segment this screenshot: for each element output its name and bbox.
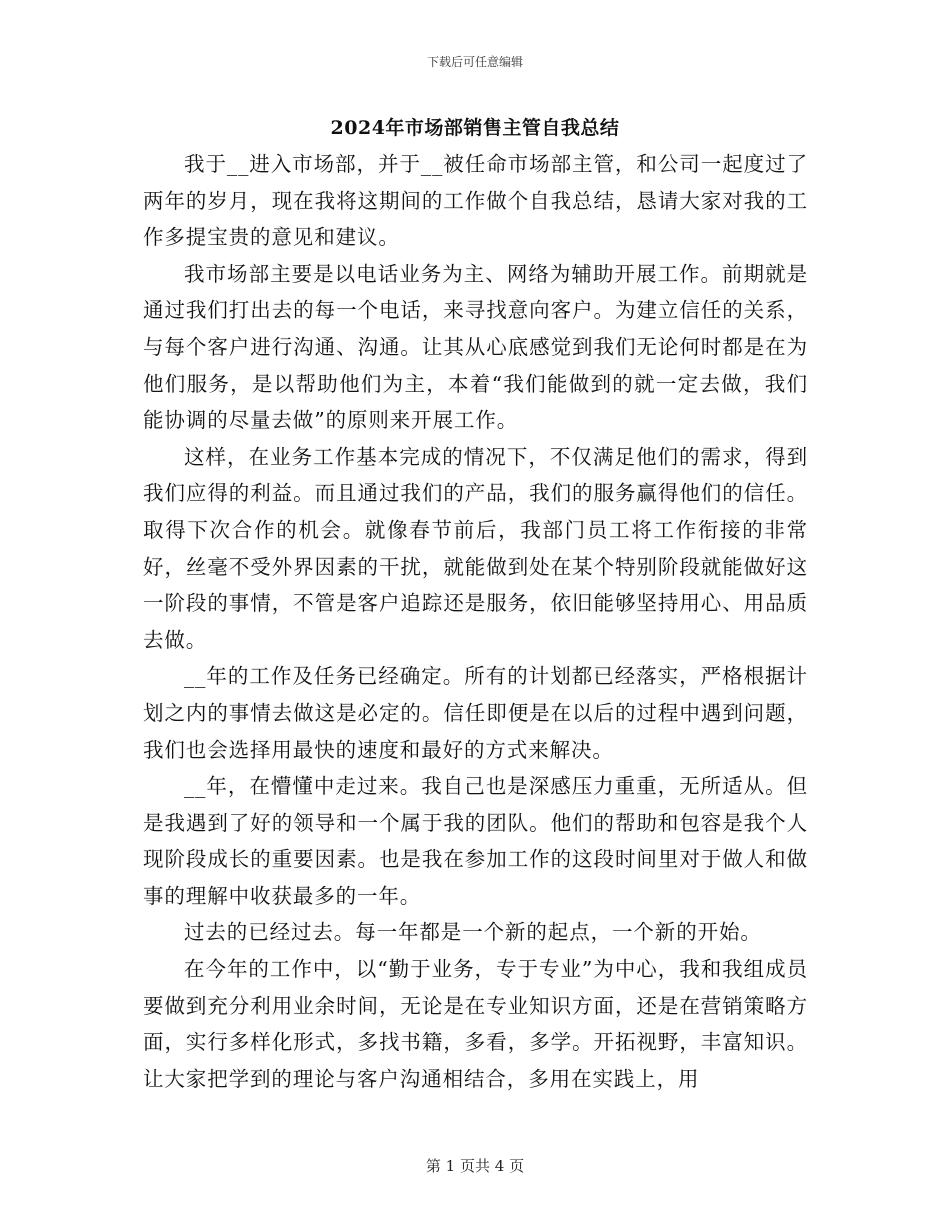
body-paragraph-3: 这样，在业务工作基本完成的情况下，不仅满足他们的需求，得到我们应得的利益。而且通过我们的产品，我们的服务赢得他们的信任。取得下次合作的机会。就像春节前后，我部门员工将工作衔接的非常好，丝毫不受外界因素的干扰，就能做到处在某个特别阶段就能做好这一阶段的事情，不管是客户追踪还是服务，依旧能够坚持用心、用品质去做。 [143,444,808,652]
document-body [143,146,808,1097]
body-paragraph-5: __年，在懵懂中走过来。我自己也是深感压力重重，无所适从。但是我遇到了好的领导和一个属于我的团队。他们的帮助和包容是我个人现阶段成长的重要因素。也是我在参加工作的这段时间里对于做人和做事的理解中收获最多的一年。 [143,774,808,908]
body-paragraph-6: 过去的已经过去。每一年都是一个新的起点，一个新的开始。 [184,920,762,945]
body-paragraph-2: 我市场部主要是以电话业务为主、网络为辅助开展工作。前期就是通过我们打出去的每一个电话，来寻找意向客户。为建立信任的关系，与每个客户进行沟通、沟通。让其从心底感觉到我们无论何时都是在为他们服务，是以帮助他们为主，本着“我们能做到的就一定去做，我们能协调的尽量去做”的原则来开展工作。 [143,261,808,433]
body-paragraph-7: 在今年的工作中，以“勤于业务，专于专业”为中心，我和我组成员要做到充分利用业余时间，无论是在专业知识方面，还是在营销策略方面，实行多样化形式，多找书籍，多看，多学。开拓视野，丰富知识。让大家把学到的理论与客户沟通相结合，多用在实践上，用 [143,957,808,1091]
page-header-note: 下载后可任意编辑 [426,55,523,69]
body-paragraph-1: 我于__进入市场部，并于__被任命市场部主管，和公司一起度过了两年的岁月，现在我将这期间的工作做个自我总结，恳请大家对我的工作多提宝贵的意见和建议。 [143,152,808,250]
document-title: 2024年市场部销售主管自我总结 [330,117,620,139]
body-paragraph-4: __年的工作及任务已经确定。所有的计划都已经落实，严格根据计划之内的事情去做这是必定的。信任即便是在以后的过程中遇到问题，我们也会选择用最快的速度和最好的方式来解决。 [143,664,808,762]
page-number: 第 1 页共 4 页 [425,1157,525,1175]
